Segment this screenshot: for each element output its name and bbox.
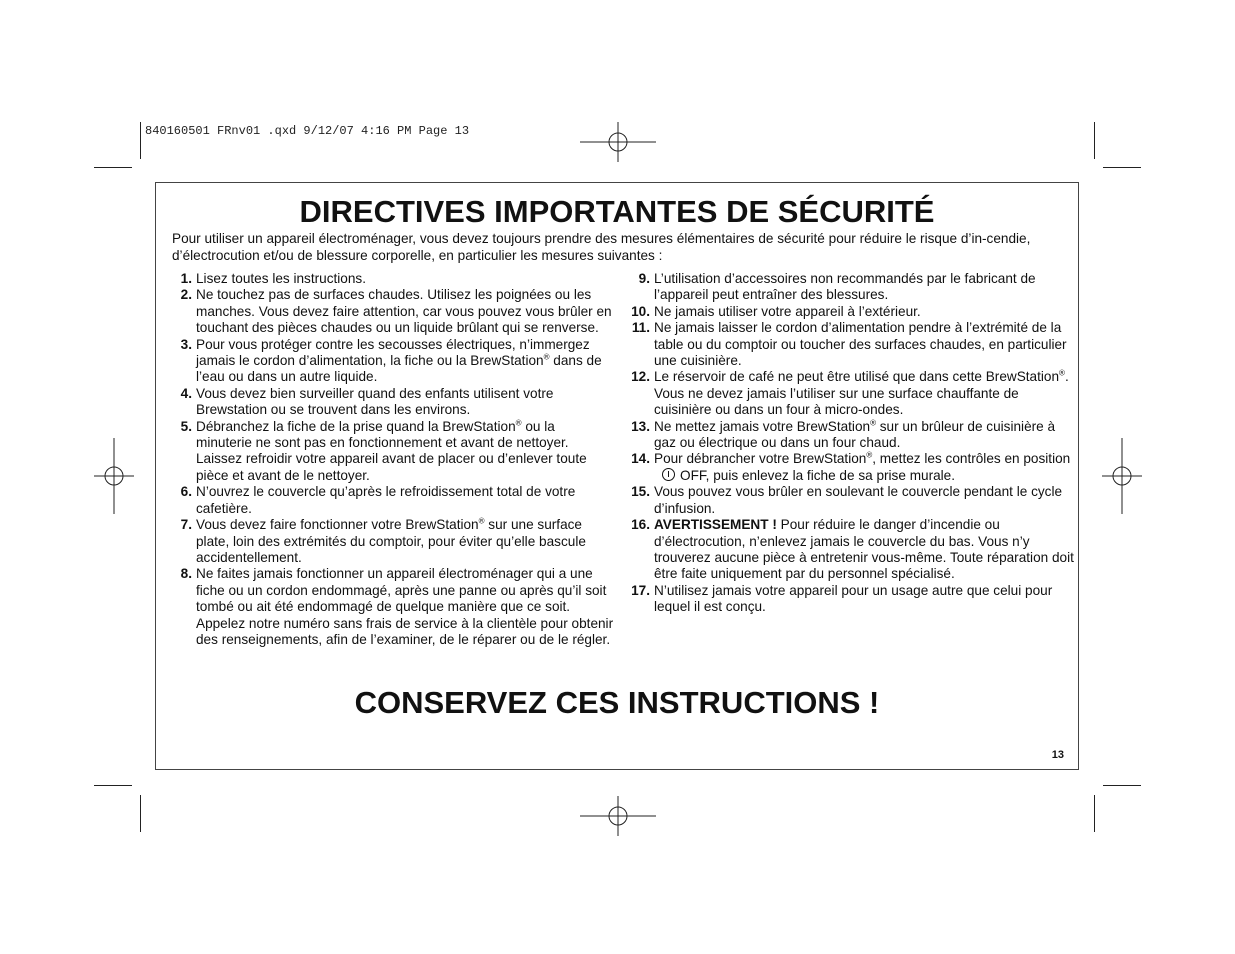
page-number: 13 xyxy=(1051,749,1064,761)
printer-slug: 840160501 FRnv01 .qxd 9/12/07 4:16 PM Page 13 xyxy=(145,124,470,138)
list-item: 1. Lisez toutes les instructions. xyxy=(180,271,367,286)
instructions-list-right xyxy=(619,271,1074,616)
list-item: 16. AVERTISSEMENT ! Pour réduire le danger d’incendie ou d’électrocution, n’enlevez jamais le couvercle du bas. Vous n’y trouverez aucune pièce à entretenir vous-même. Toute réparation doit être faite uniquement par du personnel spécialisé. xyxy=(631,517,1074,582)
list-item: 14. Pour débrancher votre BrewStation®, mettez les contrôles en positionOFF, puis enlevez la fiche de sa prise murale. xyxy=(631,450,1071,483)
list-item: 13. Ne mettez jamais votre BrewStation® sur un brûleur de cuisinière à gaz ou électrique ou dans un four chaud. xyxy=(631,418,1056,451)
crosshair-icon xyxy=(580,122,656,162)
instructions-list-left xyxy=(174,271,614,648)
power-icon xyxy=(662,468,675,481)
crosshair-icon xyxy=(94,438,134,514)
list-item: 10. Ne jamais utiliser votre appareil à l’extérieur. xyxy=(631,303,921,319)
list-item: 9. L’utilisation d’accessoires non recommandés par le fabricant de l’appareil peut entraîner des blessures. xyxy=(638,271,1036,303)
list-item: 17. N’utilisez jamais votre appareil pour un usage autre que celui pour lequel il est conçu. xyxy=(631,582,1053,615)
crosshair-icon xyxy=(1102,438,1142,514)
crop-mark xyxy=(1103,785,1141,786)
crop-mark xyxy=(94,785,132,786)
list-item: 2. Ne touchez pas de surfaces chaudes. Utilisez les poignées ou les manches. Vous devez faire attention, car vous pouvez vous brûler en touchant des pièces chaudes ou un liquide brûlant qui se renverse. xyxy=(180,287,612,336)
crop-mark xyxy=(1103,167,1141,168)
crop-mark xyxy=(1094,122,1095,159)
list-item: 11. Ne jamais laisser le cordon d’alimentation pendre à l’extrémité de la table ou du comptoir ou toucher des surfaces chaudes, en particulier une cuisinière. xyxy=(631,320,1067,369)
crop-mark xyxy=(1094,795,1095,832)
list-item: 5. Débranchez la fiche de la prise quand la BrewStation® ou la minuterie ne sont pas en fonctionnement et avant de nettoyer. Laissez refroidir votre appareil avant de placer ou d’enlever toute pièce et avant de le nettoyer. xyxy=(180,418,587,483)
crop-mark xyxy=(94,167,132,168)
crosshair-icon xyxy=(580,796,656,836)
safety-panel xyxy=(155,182,1079,770)
crop-mark xyxy=(140,795,141,832)
list-item: 6. N’ouvrez le couvercle qu’après le refroidissement total de votre cafetière. xyxy=(180,484,576,516)
list-item: 8. Ne faites jamais fonctionner un appareil électroménager qui a une fiche ou un cordon endommagé, après une panne ou après qu’il soit tombé ou ait été endommagé de quelque manière que ce soit. Appelez notre numéro sans frais de service à la clientèle pour obtenir des renseignements, afin de l’examiner, de le réparer ou de le régler. xyxy=(180,566,614,647)
list-item: 15. Vous pouvez vous brûler en soulevant le couvercle pendant le cycle d’infusion. xyxy=(631,484,1063,516)
footer-title: CONSERVEZ CES INSTRUCTIONS ! xyxy=(354,685,880,720)
list-item: 12. Le réservoir de café ne peut être utilisé que dans cette BrewStation®. Vous ne devez jamais l’utiliser sur une surface chauffante de cuisinière ou dans un four à micro-ondes. xyxy=(631,368,1069,418)
list-item: 7. Vous devez faire fonctionner votre BrewStation® sur une surface plate, loin des extrémités du comptoir, pour éviter qu’elle bascule accidentellement. xyxy=(180,516,586,565)
page-title: DIRECTIVES IMPORTANTES DE SÉCURITÉ xyxy=(299,194,935,229)
crop-mark xyxy=(140,122,141,159)
list-item: 3. Pour vous protéger contre les secousses électriques, n’immergez jamais le cordon d’alimentation, la fiche ou la BrewStation® dans de l’eau ou dans un autre liquide. xyxy=(180,336,602,385)
warning-label: AVERTISSEMENT ! xyxy=(654,517,777,533)
list-item: 4. Vous devez bien surveiller quand des enfants utilisent votre Brewstation ou se trouvent dans les environs. xyxy=(180,385,554,418)
intro-paragraph: Pour utiliser un appareil électroménager, vous devez toujours prendre des mesures élémentaires de sécurité pour réduire le risque d’in-cendie, d’électrocution et/ou de blessure corporelle, en particulier les mesures suivantes : xyxy=(172,231,1031,263)
